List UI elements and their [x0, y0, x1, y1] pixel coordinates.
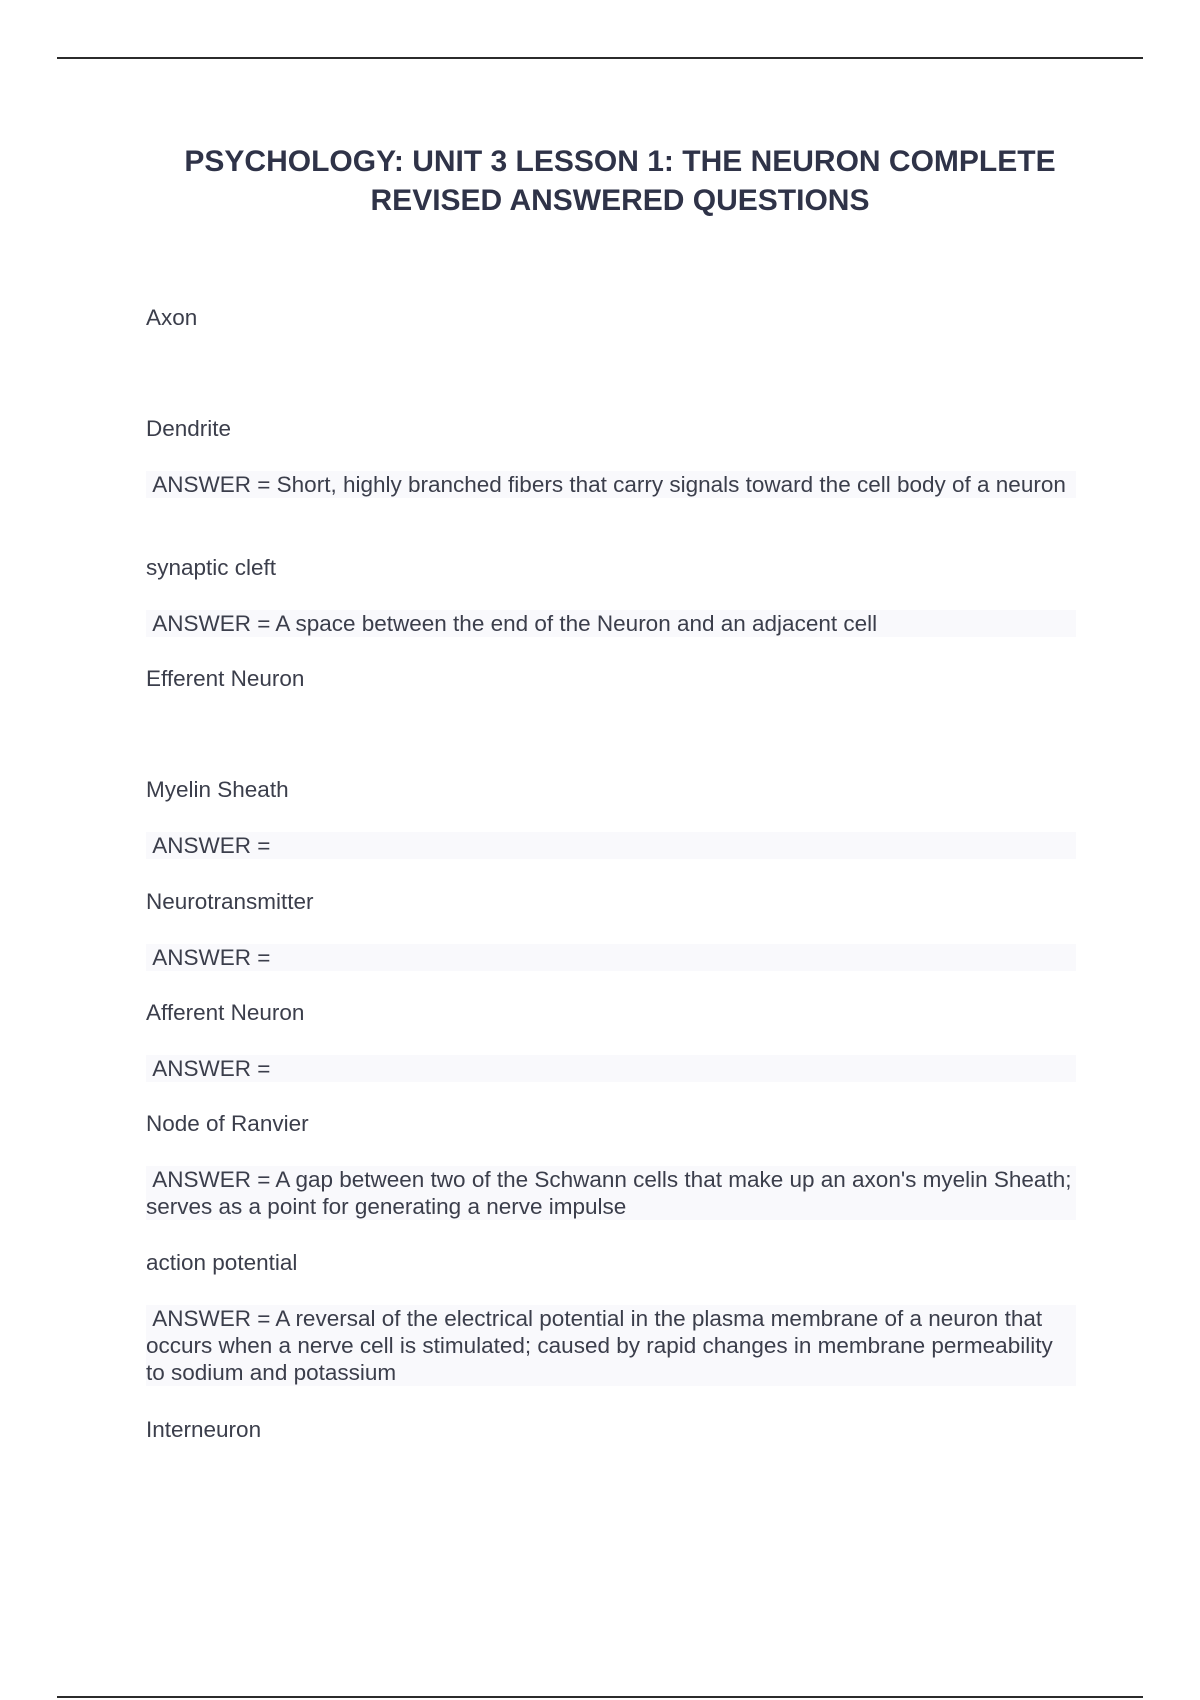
term-myelin-sheath: Myelin Sheath	[146, 777, 289, 802]
term-interneuron: Interneuron	[146, 1417, 262, 1442]
answer-synaptic-cleft: ANSWER = A space between the end of the Neuron and an adjacent cell	[146, 610, 1076, 637]
term-afferent-neuron: Afferent Neuron	[146, 1000, 305, 1025]
answer-myelin-sheath: ANSWER =	[146, 832, 1076, 859]
term-node-of-ranvier: Node of Ranvier	[146, 1111, 309, 1136]
term-action-potential: action potential	[146, 1250, 298, 1275]
term-dendrite: Dendrite	[146, 416, 232, 441]
term-efferent-neuron: Efferent Neuron	[146, 666, 305, 691]
term-neurotransmitter: Neurotransmitter	[146, 889, 314, 914]
document-title: PSYCHOLOGY: UNIT 3 LESSON 1: THE NEURON COMPLETE REVISED ANSWERED QUESTIONS	[184, 145, 1056, 217]
answer-neurotransmitter: ANSWER =	[146, 944, 1076, 971]
bottom-rule	[57, 1696, 1143, 1698]
answer-dendrite: ANSWER = Short, highly branched fibers that carry signals toward the cell body of a neuron	[146, 471, 1076, 498]
term-axon: Axon	[146, 305, 198, 330]
answer-node-of-ranvier: ANSWER = A gap between two of the Schwann cells that make up an axon's myelin Sheath; serves as a point for generating a nerve impulse	[146, 1167, 1078, 1219]
top-rule	[57, 57, 1143, 59]
answer-afferent-neuron: ANSWER =	[146, 1055, 1076, 1082]
answer-action-potential: ANSWER = A reversal of the electrical potential in the plasma membrane of a neuron that occurs when a nerve cell is stimulated; caused by rapid changes in membrane permeability to sodium and potassium	[146, 1305, 1076, 1386]
term-synaptic-cleft: synaptic cleft	[146, 555, 277, 580]
